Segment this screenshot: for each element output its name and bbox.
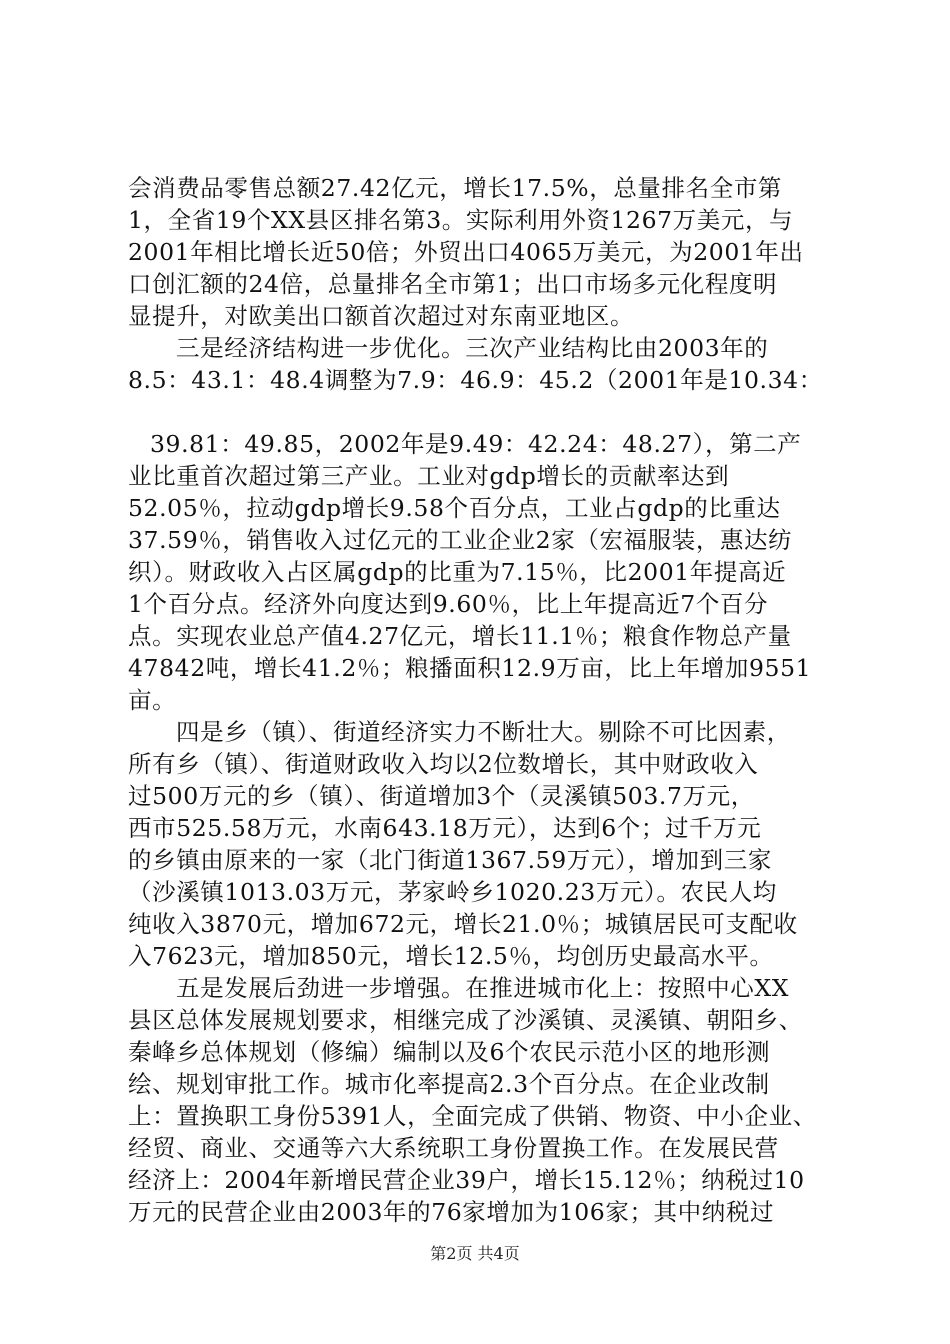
text-line: 经贸、商业、交通等六大系统职工身份置换工作。在发展民营 xyxy=(128,1134,779,1162)
paragraph-start-line: 五是发展后劲进一步增强。在推进城市化上：按照中心XX xyxy=(176,974,790,1002)
text-line: 纯收入3870元，增加672元，增长21.0％；城镇居民可支配收 xyxy=(128,910,798,938)
text-line: 37.59％，销售收入过亿元的工业企业2家（宏福服装，惠达纺 xyxy=(128,526,793,554)
text-line: 会消费品零售总额27.42亿元，增长17.5%，总量排名全市第 xyxy=(128,174,783,202)
text-line: （沙溪镇1013.03万元，茅家岭乡1020.23万元）。农民人均 xyxy=(128,878,777,906)
text-line: 口创汇额的24倍，总量排名全市第1；出口市场多元化程度明 xyxy=(128,270,778,298)
text-line: 业比重首次超过第三产业。工业对gdp增长的贡献率达到 xyxy=(128,462,730,490)
text-line: 8.5：43.1：48.4调整为7.9：46.9：45.2（2001年是10.34： xyxy=(128,366,823,394)
text-line: 上：置换职工身份5391人，全面完成了供销、物资、中小企业、 xyxy=(128,1102,817,1130)
page-number: 第2页 共4页 xyxy=(430,1244,520,1263)
text-line: 入7623元，增加850元，增长12.5％，均创历史最高水平。 xyxy=(128,942,774,970)
text-line: 的乡镇由原来的一家（北门街道1367.59万元），增加到三家 xyxy=(128,846,772,874)
text-line: 西市525.58万元，水南643.18万元），达到6个；过千万元 xyxy=(128,814,762,842)
text-line: 经济上：2004年新增民营企业39户，增长15.12％；纳税过10 xyxy=(128,1166,805,1194)
text-line: 1个百分点。经济外向度达到9.60％，比上年提高近7个百分 xyxy=(128,590,769,618)
text-line: 秦峰乡总体规划（修编）编制以及6个农民示范小区的地形测 xyxy=(128,1038,771,1066)
text-line: 2001年相比增长近50倍；外贸出口4065万美元，为2001年出 xyxy=(128,238,804,266)
text-line: 绘、规划审批工作。城市化率提高2.3个百分点。在企业改制 xyxy=(128,1070,770,1098)
text-line: 点。实现农业总产值4.27亿元，增长11.1％；粮食作物总产量 xyxy=(128,622,792,650)
text-line: 县区总体发展规划要求，相继完成了沙溪镇、灵溪镇、朝阳乡、 xyxy=(128,1006,803,1034)
paragraph-start-line: 四是乡（镇）、街道经济实力不断壮大。剔除不可比因素， xyxy=(176,718,791,746)
text-line: 显提升，对欧美出口额首次超过对东南亚地区。 xyxy=(128,302,635,330)
text-line: 万元的民营企业由2003年的76家增加为106家；其中纳税过 xyxy=(128,1198,775,1226)
text-line: 47842吨，增长41.2％；粮播面积12.9万亩，比上年增加9551 xyxy=(128,654,812,682)
text-line: 过500万元的乡（镇）、街道增加3个（灵溪镇503.7万元， xyxy=(128,782,755,810)
text-line: 52.05％，拉动gdp增长9.58个百分点，工业占gdp的比重达 xyxy=(128,494,781,522)
paragraph-start-line: 三是经济结构进一步优化。三次产业结构比由2003年的 xyxy=(176,334,769,362)
text-line: 1，全省19个XX县区排名第3。实际利用外资1267万美元，与 xyxy=(128,206,794,234)
text-line: 39.81：49.85，2002年是9.49：42.24：48.27），第二产 xyxy=(150,430,802,458)
text-line: 亩。 xyxy=(128,686,177,714)
text-line: 织）。财政收入占区属gdp的比重为7.15％，比2001年提高近 xyxy=(128,558,787,586)
text-line: 所有乡（镇）、街道财政收入均以2位数增长，其中财政收入 xyxy=(128,750,759,778)
